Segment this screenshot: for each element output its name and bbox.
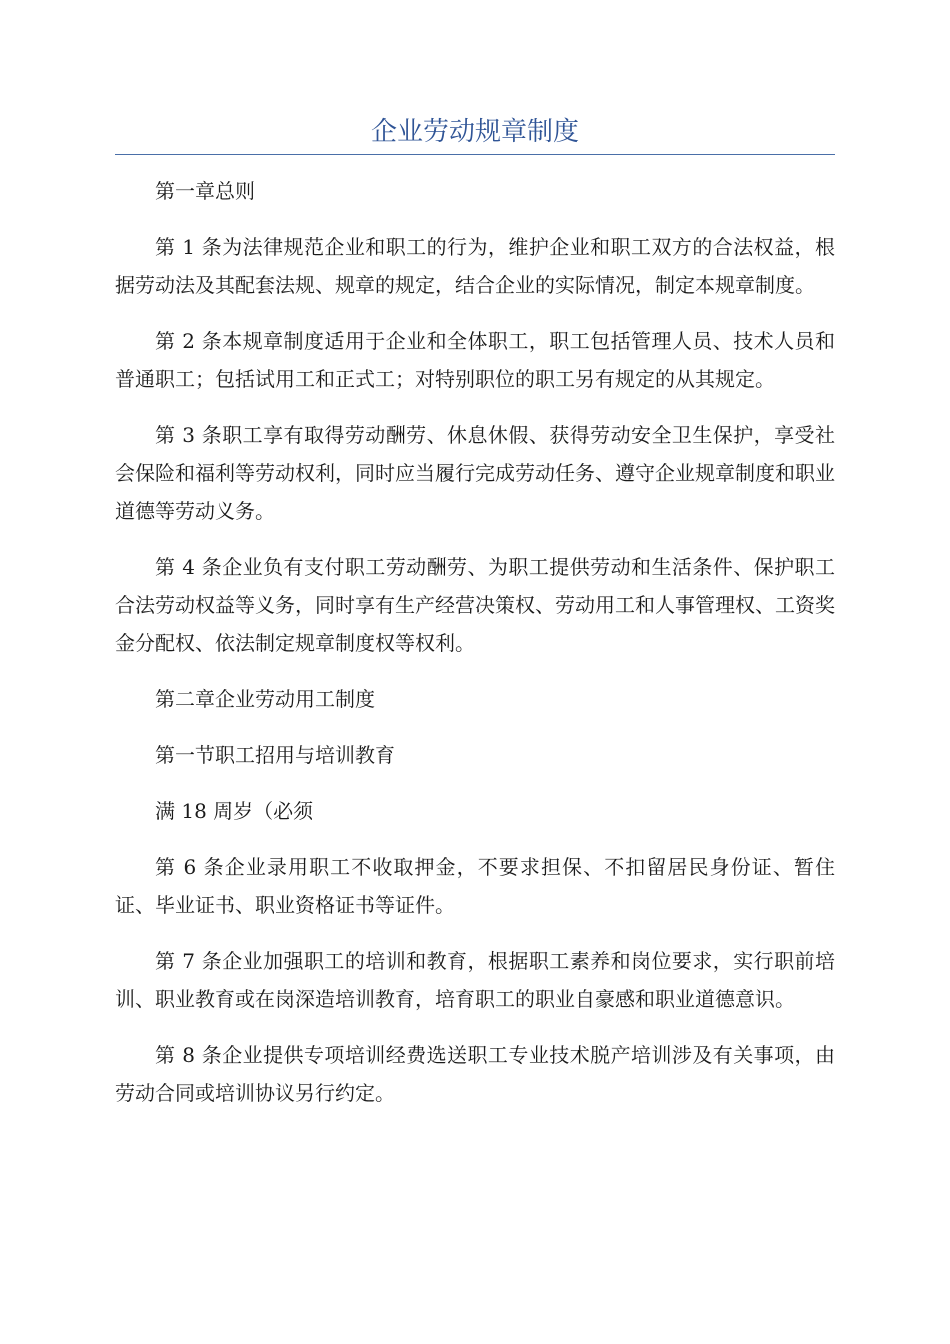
paragraph: 第 4 条企业负有支付职工劳动酬劳、为职工提供劳动和生活条件、保护职工合法劳动权益等义务，同时享有生产经营决策权、劳动用工和人事管理权、工资奖金分配权、依法制定规章制度权等权利。 bbox=[115, 555, 835, 655]
chapter-heading: 第一章总则 bbox=[155, 179, 255, 203]
section-heading: 第一节职工招用与培训教育 bbox=[155, 743, 395, 767]
paragraph: 第 1 条为法律规范企业和职工的行为，维护企业和职工双方的合法权益，根据劳动法及其配套法规、规章的规定，结合企业的实际情况，制定本规章制度。 bbox=[115, 235, 835, 297]
title-underline bbox=[115, 154, 835, 155]
document-title: 企业劳动规章制度 bbox=[370, 117, 579, 147]
paragraph: 第 8 条企业提供专项培训经费选送职工专业技术脱产培训涉及有关事项，由劳动合同或培训协议另行约定。 bbox=[115, 1043, 835, 1105]
paragraph: 满 18 周岁（必须 bbox=[155, 799, 314, 823]
document-body bbox=[115, 172, 835, 1130]
paragraph: 第 3 条职工享有取得劳动酬劳、休息休假、获得劳动安全卫生保护，享受社会保险和福利等劳动权利，同时应当履行完成劳动任务、遵守企业规章制度和职业道德等劳动义务。 bbox=[115, 423, 835, 523]
paragraph: 第 2 条本规章制度适用于企业和全体职工，职工包括管理人员、技术人员和普通职工；包括试用工和正式工；对特别职位的职工另有规定的从其规定。 bbox=[115, 329, 835, 391]
paragraph: 第 7 条企业加强职工的培训和教育，根据职工素养和岗位要求，实行职前培训、职业教育或在岗深造培训教育，培育职工的职业自豪感和职业道德意识。 bbox=[115, 949, 835, 1011]
paragraph: 第 6 条企业录用职工不收取押金，不要求担保、不扣留居民身份证、暂住证、毕业证书、职业资格证书等证件。 bbox=[115, 855, 835, 917]
chapter-heading: 第二章企业劳动用工制度 bbox=[155, 687, 375, 711]
